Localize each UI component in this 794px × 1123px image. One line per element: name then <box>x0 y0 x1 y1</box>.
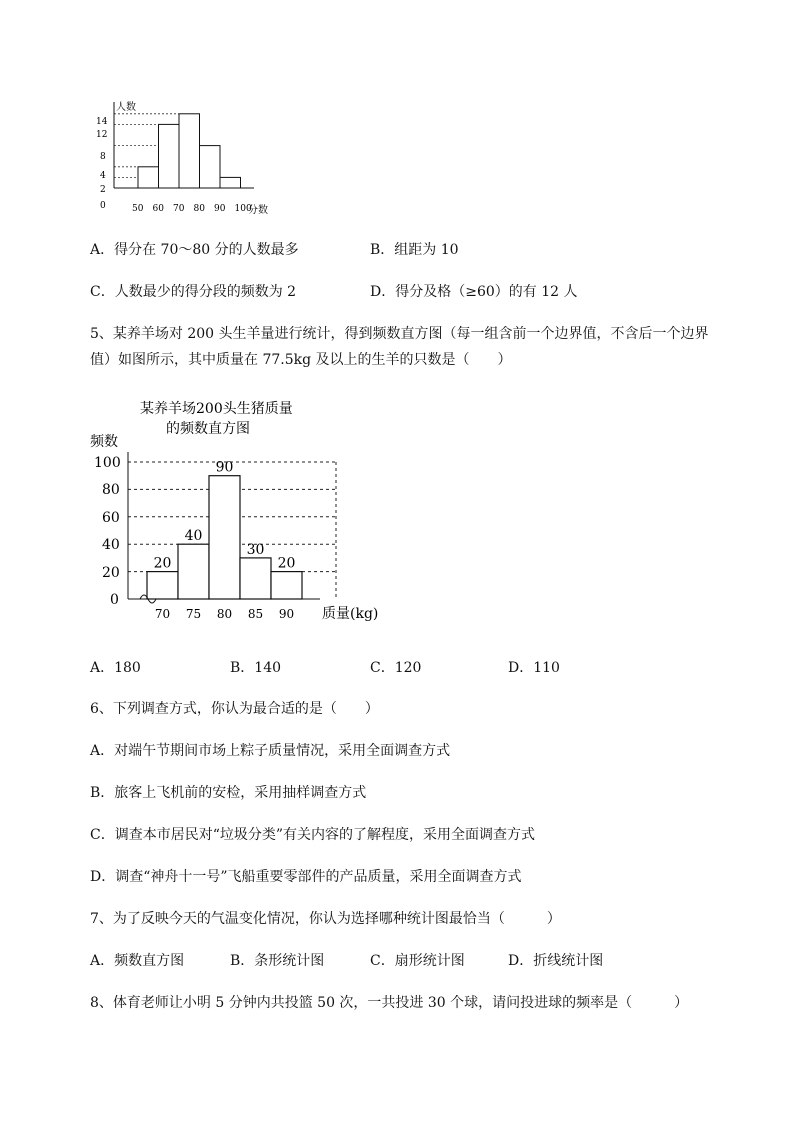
q4-option-d: D．得分及格（≥60）的有 12 人 <box>370 284 578 300</box>
chart1-xtick-label: 80 <box>193 204 205 214</box>
chart2-bars <box>147 476 302 599</box>
chart2-bar <box>240 558 271 599</box>
q6-option-a: A．对端午节期间市场上粽子质量情况，采用全面调查方式 <box>90 743 451 759</box>
q5-option-d: D．110 <box>508 660 560 676</box>
q5-question-line2: 值）如图所示，其中质量在 77.5kg 及以上的生羊的只数是（ ） <box>90 352 512 368</box>
q7-option-d: D．折线统计图 <box>508 953 604 969</box>
chart1-x-label: 分数 <box>248 205 268 216</box>
chart2-ytick-60: 60 <box>102 510 120 526</box>
chart2-xtick-label: 85 <box>247 607 264 621</box>
chart1-ytick-0: 0 <box>100 201 106 211</box>
chart1-xtick-label: 90 <box>214 204 226 214</box>
chart2-xtick-label: 80 <box>216 607 233 621</box>
chart2-ytick-0: 0 <box>110 592 119 608</box>
chart2-ytick-40: 40 <box>102 537 120 553</box>
chart2-bar-label: 90 <box>215 459 234 476</box>
q4-option-c: C．人数最少的得分段的频数为 2 <box>90 284 297 300</box>
chart2-bar-label: 20 <box>277 555 296 572</box>
q5-option-a: A．180 <box>90 660 141 676</box>
chart1-xtick-label: 70 <box>173 204 185 214</box>
chart2-bar-label: 20 <box>153 555 172 572</box>
chart2-y-label: 频数 <box>90 434 118 450</box>
q7-option-b: B．条形统计图 <box>230 953 325 969</box>
q5-option-b: B．140 <box>230 660 282 676</box>
q5-option-c: C．120 <box>370 660 422 676</box>
chart2-bar-label: 30 <box>246 541 265 558</box>
q7-option-c: C．扇形统计图 <box>370 953 465 969</box>
chart1-ytick-12: 12 <box>96 130 108 140</box>
score-histogram <box>88 98 288 220</box>
chart2-bar-label: 40 <box>184 528 203 545</box>
chart1-xtick-label: 50 <box>132 204 144 214</box>
chart2-title-line1: 某养羊场200头生猪质量 <box>140 401 293 417</box>
chart2-title-line2: 的频数直方图 <box>166 421 250 437</box>
q6-option-c: C．调查本市居民对“垃圾分类”有关内容的了解程度，采用全面调查方式 <box>90 827 536 843</box>
chart1-ytick-2: 2 <box>100 185 106 195</box>
chart1-xtick-label: 60 <box>152 204 164 214</box>
chart1-bar <box>200 146 221 188</box>
q6-option-b: B．旅客上飞机前的安检，采用抽样调查方式 <box>90 785 367 801</box>
chart2-bar <box>178 544 209 599</box>
weight-histogram <box>88 396 398 632</box>
chart2-bar <box>209 476 240 599</box>
chart2-x-ticks <box>155 607 294 621</box>
chart2-ytick-100: 100 <box>94 455 121 471</box>
chart2-bar <box>271 572 302 599</box>
chart1-x-ticks <box>132 204 252 214</box>
q6-option-d: D．调查“神舟十一号”飞船重要零部件的产品质量，采用全面调查方式 <box>90 869 522 885</box>
chart1-bars <box>138 114 241 188</box>
chart1-bar <box>220 177 241 188</box>
chart2-xtick-label: 70 <box>154 607 171 621</box>
chart1-ytick-8: 8 <box>100 152 106 162</box>
q7-question: 7、为了反映今天的气温变化情况，你认为选择哪种统计图最恰当（ ） <box>90 911 561 927</box>
chart1-y-label: 人数 <box>116 102 136 113</box>
chart1-ytick-4: 4 <box>100 171 106 181</box>
chart1-bar <box>138 167 159 188</box>
chart1-bar <box>159 124 180 188</box>
q8-question: 8、体育老师让小明 5 分钟内共投篮 50 次，一共投进 30 个球，请问投进球的频率是（ ） <box>90 995 689 1011</box>
q4-option-b: B．组距为 10 <box>370 242 459 258</box>
chart2-xtick-label: 90 <box>278 607 295 621</box>
q4-option-a: A．得分在 70～80 分的人数最多 <box>90 242 299 258</box>
q5-question-line1: 5、某养羊场对 200 头生羊量进行统计，得到频数直方图（每一组含前一个边界值，不含后一个边界 <box>90 326 709 342</box>
chart2-x-label: 质量(kg) <box>322 606 379 622</box>
chart1-ytick-14: 14 <box>96 117 108 127</box>
q7-option-a: A．频数直方图 <box>90 953 185 969</box>
q6-question: 6、下列调查方式，你认为最合适的是（ ） <box>90 701 379 717</box>
chart2-bar <box>147 572 178 599</box>
chart1-xtick-label: 100 <box>234 204 252 214</box>
chart2-ytick-20: 20 <box>102 565 120 581</box>
chart2-ytick-80: 80 <box>102 482 120 498</box>
chart2-xtick-label: 75 <box>185 607 202 621</box>
chart1-bar <box>179 114 200 188</box>
